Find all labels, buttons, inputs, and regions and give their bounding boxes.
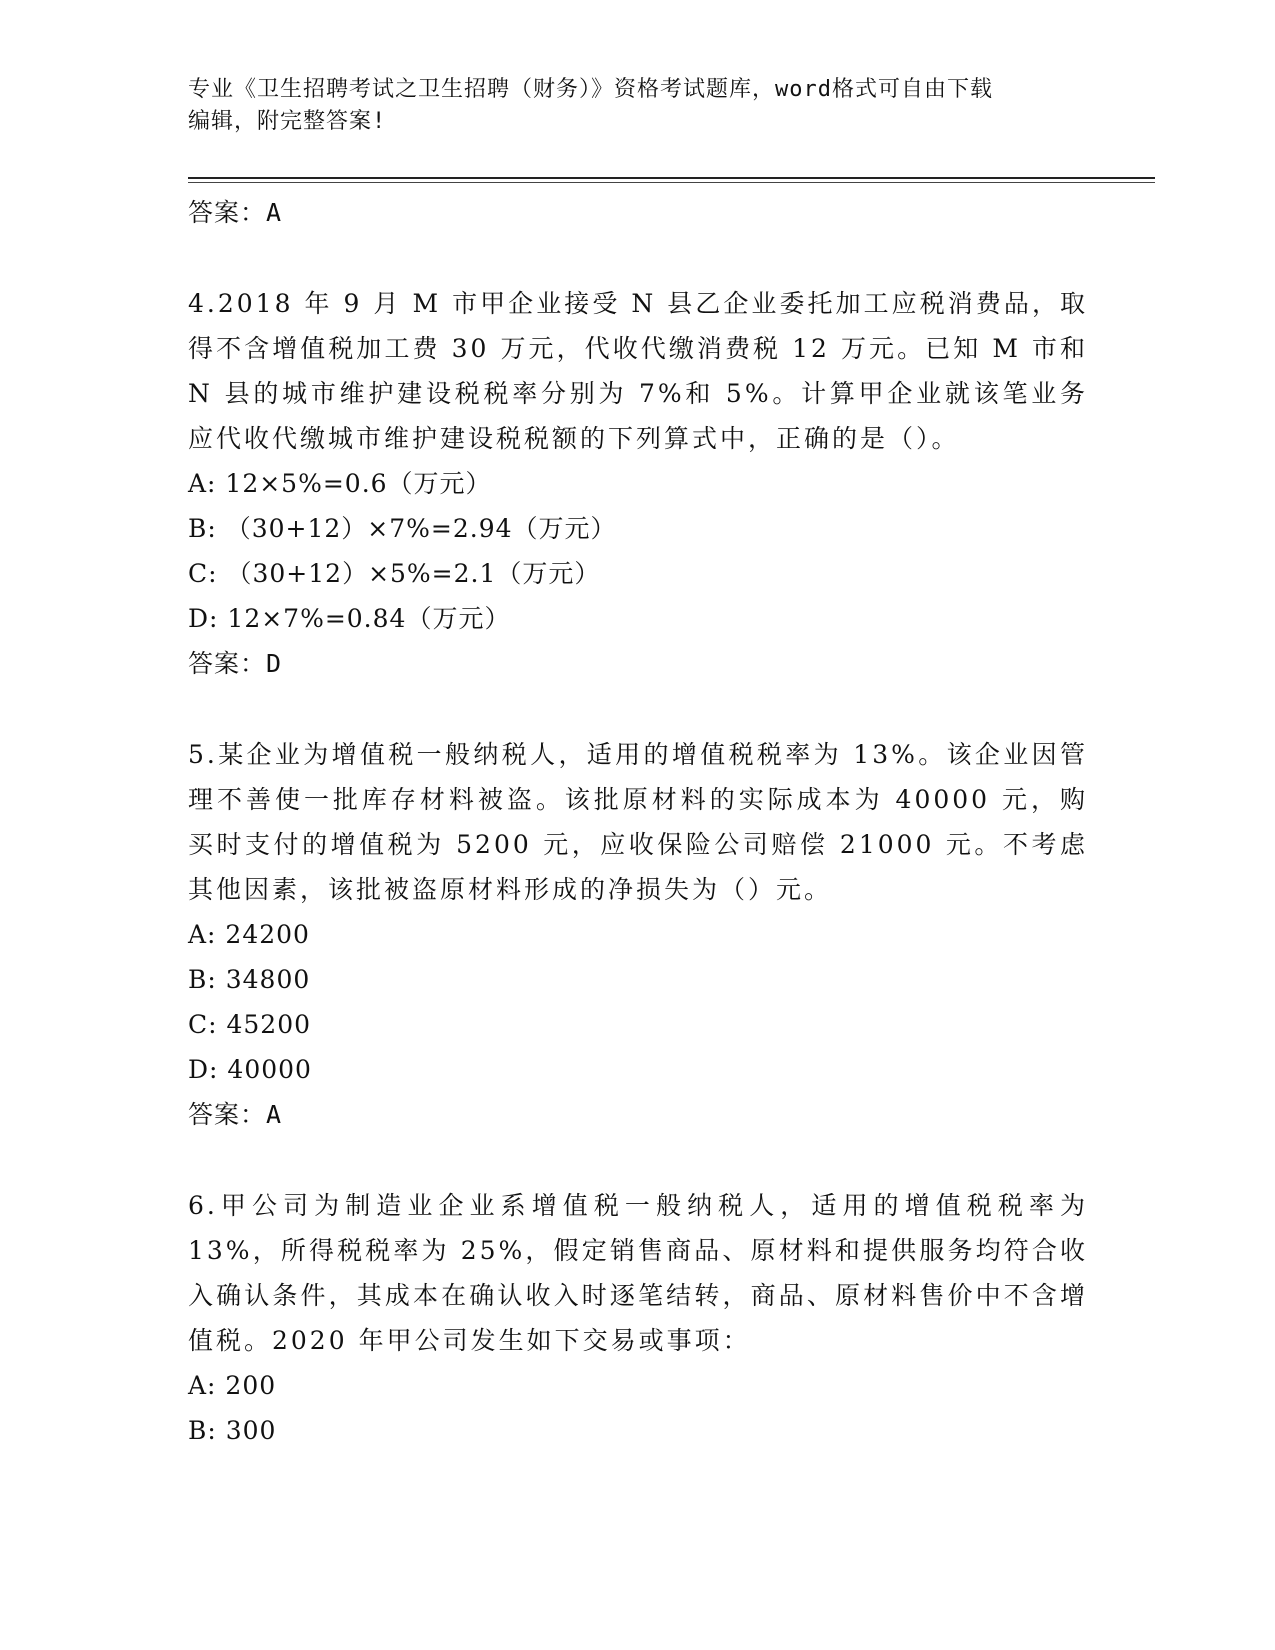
question-text: 6.甲公司为制造业企业系增值税一般纳税人，适用的增值税税率为 13%，所得税税率为 25%，假定销售商品、原材料和提供服务均符合收入确认条件，其成本在确认收入时逐笔结转，商品、原材料售价中不含增值税。2020 年甲公司发生如下交易或事项： — [188, 1191, 1088, 1355]
question-block — [188, 732, 1088, 1137]
question-block — [188, 281, 1088, 686]
option-a: A: 200 — [188, 1371, 277, 1400]
answer-label: 答案：A — [188, 1100, 283, 1129]
option-b: B: 34800 — [188, 965, 311, 994]
option-c: C: （30+12）×5%=2.1（万元） — [188, 559, 601, 588]
spacer — [188, 686, 1088, 732]
header-line-1: 专业《卫生招聘考试之卫生招聘（财务）》资格考试题库，word格式可自由下载 — [188, 77, 993, 102]
option-d: D: 40000 — [188, 1055, 312, 1084]
question-content — [188, 190, 1088, 1453]
question-block — [188, 1183, 1088, 1453]
header-divider-thick — [188, 177, 1155, 179]
spacer — [188, 1137, 1088, 1183]
spacer — [188, 235, 1088, 281]
question-text: 4.2018 年 9 月 M 市甲企业接受 N 县乙企业委托加工应税消费品，取得不含增值税加工费 30 万元，代收代缴消费税 12 万元。已知 M 市和 N 县的城市维护建设税税率分别为 7%和 5%。计算甲企业就该笔业务应代收代缴城市维护建设税税额的下列算式中，正确的是（）。 — [188, 289, 1088, 453]
option-d: D: 12×7%=0.84（万元） — [188, 604, 511, 633]
page-header — [188, 74, 1088, 138]
answer-label: 答案：D — [188, 649, 283, 678]
option-b: B: 300 — [188, 1416, 277, 1445]
option-b: B: （30+12）×7%=2.94（万元） — [188, 514, 617, 543]
header-line-2: 编辑，附完整答案! — [188, 109, 387, 134]
answer-label: 答案：A — [188, 198, 283, 227]
header-divider-thin — [188, 182, 1155, 183]
option-c: C: 45200 — [188, 1010, 312, 1039]
option-a: A: 24200 — [188, 920, 310, 949]
option-a: A: 12×5%=0.6（万元） — [188, 469, 492, 498]
question-text: 5.某企业为增值税一般纳税人，适用的增值税税率为 13%。该企业因管理不善使一批库存材料被盗。该批原材料的实际成本为 40000 元，购买时支付的增值税为 5200 元，应收保险公司赔偿 21000 元。不考虑其他因素，该批被盗原材料形成的净损失为（）元。 — [188, 740, 1088, 904]
